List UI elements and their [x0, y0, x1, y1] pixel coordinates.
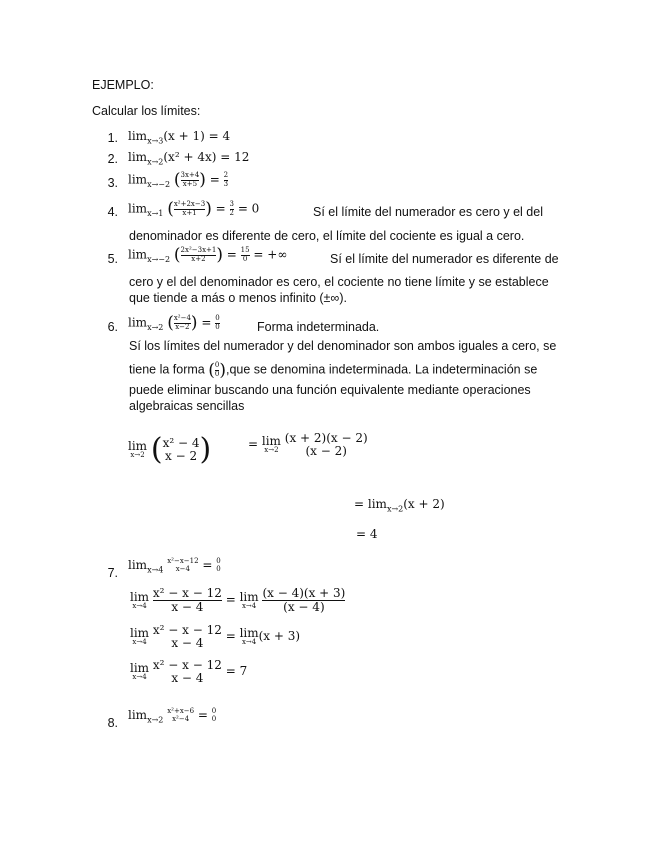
lim-subscript: x→4: [147, 565, 164, 575]
worked-step-line-3: lim x→4 x² − x − 12 x − 4 = 7: [130, 658, 248, 685]
item-number: 3.: [107, 176, 118, 190]
result-denominator: 3: [223, 179, 229, 188]
lim-operator: lim: [128, 708, 148, 722]
item-number: 5.: [107, 252, 118, 266]
fraction-denominator: x+1: [182, 208, 197, 217]
lim-operator: lim: [128, 129, 148, 143]
result-numerator: 0: [215, 314, 220, 323]
comment-text: cero y el del denominador es cero, el cociente no tiene límite y se establece: [129, 275, 549, 289]
result-denominator: 0: [242, 254, 248, 263]
lim-operator: lim: [128, 558, 148, 572]
worked-step-2: = $\lim_{x\to 2}(x + 2)$: [354, 497, 445, 514]
paragraph-line: Sí los límites del numerador y del denominador son ambos iguales a cero, se: [129, 339, 557, 353]
worked-step-rhs: = lim x→2 (x + 2)(x − 2) (x − 2): [248, 431, 368, 458]
paragraph-line: tiene la forma ( $\frac{0}{0}$ ),que se denomina indeterminada. La indeterminación se: [129, 360, 538, 380]
result-numerator: 2: [223, 171, 229, 180]
limit-expression: (x + 1) = 4: [163, 129, 231, 143]
item-number: 4.: [107, 205, 118, 219]
comment-text: Sí el límite del numerador es cero y el del: [313, 205, 543, 219]
fraction-denominator: x+5: [182, 179, 198, 188]
result-numerator: 3: [229, 200, 234, 209]
fraction-denominator: x−2: [175, 322, 190, 331]
item-number: 8.: [107, 716, 118, 730]
limit-result: = +∞: [253, 247, 288, 262]
lim-operator: lim: [128, 150, 148, 164]
intro-text: Calcular los límites:: [92, 104, 201, 118]
lim-operator: lim: [128, 201, 148, 216]
lim-subscript: x→1: [147, 208, 164, 218]
result-denominator: 2: [229, 208, 234, 217]
comment-text: que tiende a más o menos infinito (±∞).: [129, 291, 347, 305]
worked-step-line-1: lim x→4 $\frac{\text{x² − x − 12}}{x - 4}$ = lim x→4 $\frac{(x - 4)(x + 3)}{(x - 4)}$: [130, 586, 346, 614]
lim-subscript: x→2: [147, 715, 164, 725]
lim-subscript: x→−2: [147, 254, 171, 264]
item-number: 6.: [107, 320, 118, 334]
result-denominator: 0: [215, 322, 220, 331]
limit-result: = 0: [237, 201, 260, 216]
paragraph-line: algebraicas sencillas: [129, 399, 245, 413]
worked-step-line-2: lim x→4 x² − x − 12 x − 4 = lim x→4 (x + 3): [130, 623, 301, 650]
fraction-numerator: 2x²−3x+1: [180, 246, 217, 255]
fraction-numerator: 3x+4: [180, 171, 200, 180]
paragraph-line: puede eliminar buscando una función equivalente mediante operaciones: [129, 383, 531, 397]
indeterminate-label: Forma indeterminada.: [257, 320, 380, 334]
lim-subscript: x→3: [147, 136, 164, 146]
lim-subscript: x→2: [147, 322, 164, 332]
fraction-numerator: x²−4: [173, 314, 191, 323]
lim-subscript: x→2: [147, 157, 164, 167]
fraction-numerator: x²+2x−3: [173, 200, 206, 209]
lim-subscript: x→−2: [147, 179, 171, 189]
comment-text: Sí el límite del numerador es diferente de: [330, 252, 559, 266]
item-number: 2.: [107, 152, 118, 166]
worked-step-lhs: lim x→2 ( x² − 4 x − 2 ): [128, 432, 212, 467]
lim-operator: lim: [128, 315, 148, 330]
lim-operator: lim: [128, 172, 148, 187]
comment-text: denominador es diferente de cero, el límite del cociente es igual a cero.: [129, 229, 525, 243]
item-number: 1.: [107, 131, 118, 145]
page-heading: EJEMPLO:: [92, 78, 154, 92]
lim-operator: lim: [128, 247, 148, 262]
fraction-denominator: x+2: [191, 254, 206, 263]
result-numerator: 15: [240, 246, 250, 255]
limit-expression: (x² + 4x) = 12: [163, 150, 250, 164]
worked-step-3: = 4: [356, 527, 378, 541]
item-number: 7.: [107, 566, 118, 580]
